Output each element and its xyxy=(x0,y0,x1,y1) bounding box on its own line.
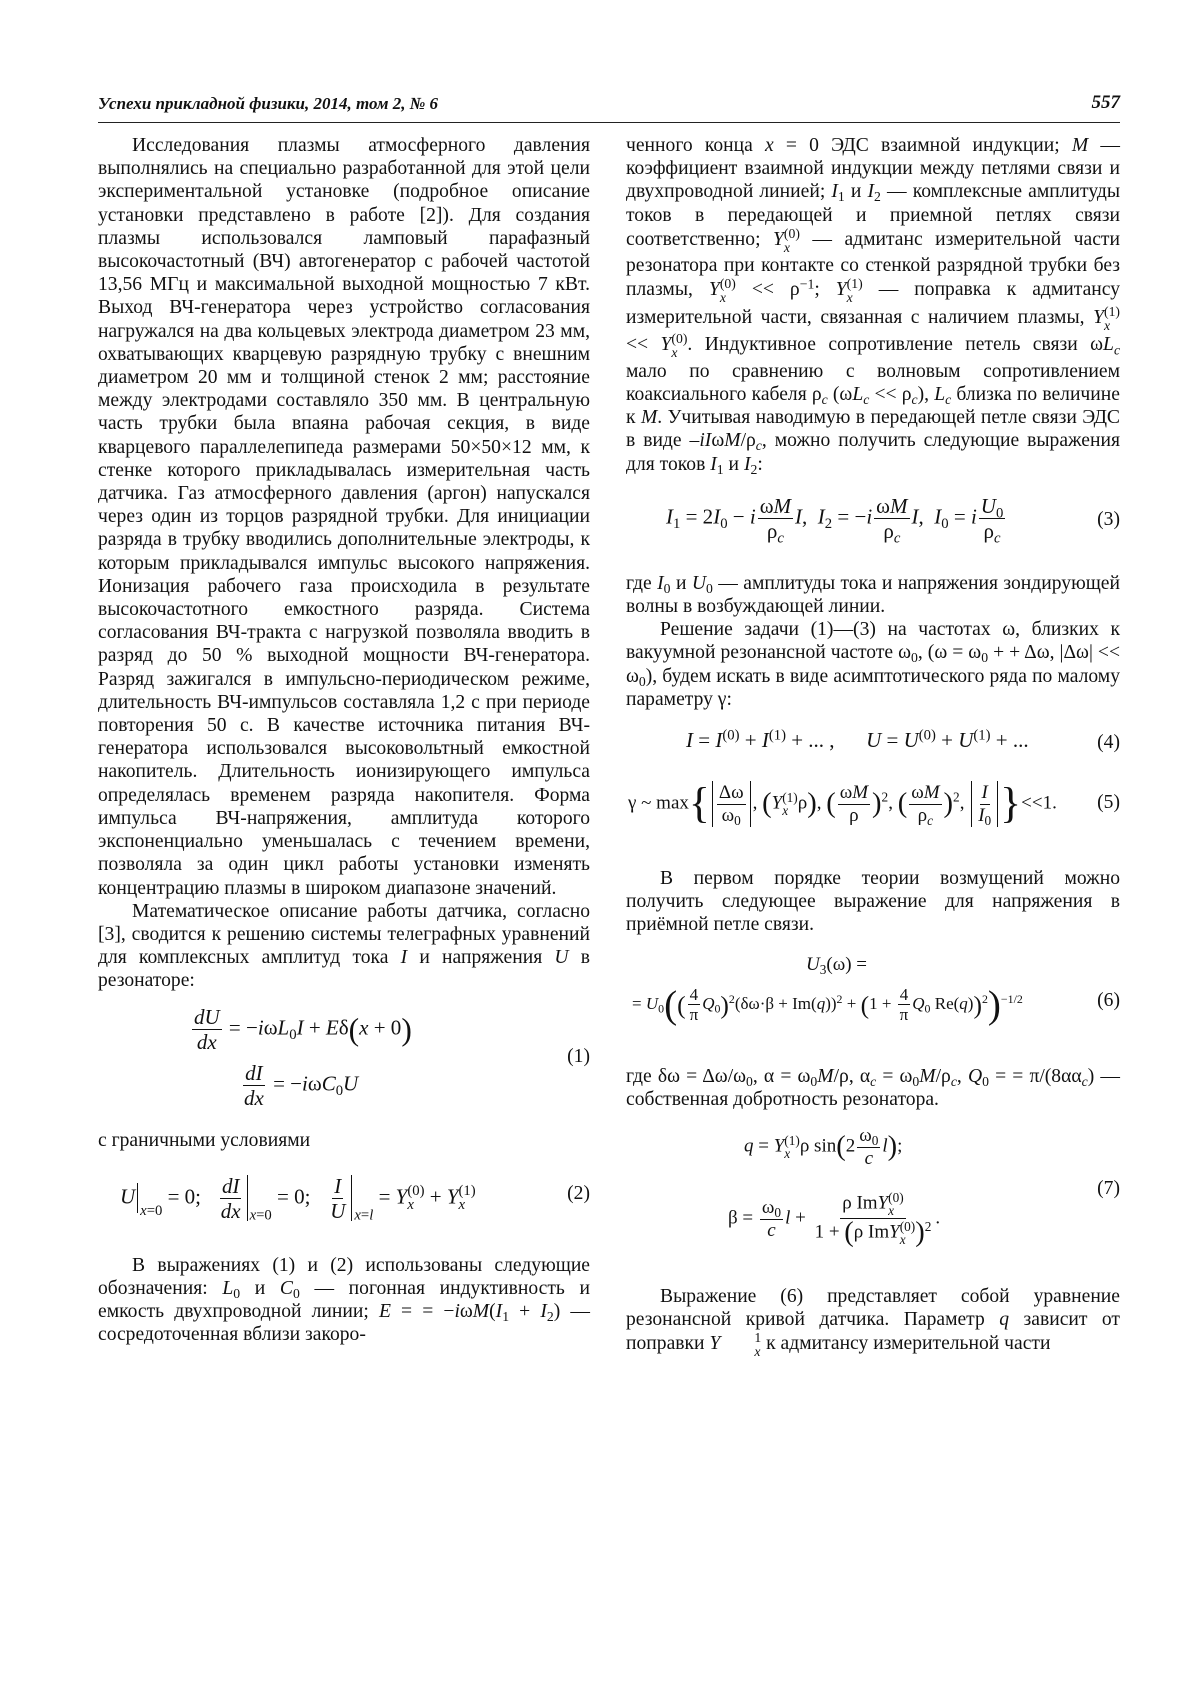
equation-7-number: (7) xyxy=(1097,1178,1120,1200)
equation-3: $I_1 = 2I_0 - i$ $\frac{\omega M}{\rho_c}$ I, $I_2 = -i$ $\frac{\omega M}{\rho_c}$ I, $I_0 = i$ $\frac{U_0}{\rho_c}$ (3) xyxy=(666,493,1120,547)
equation-6-number: (6) xyxy=(1097,989,1120,1011)
page-number: 557 xyxy=(1091,92,1120,113)
equation-4: $I = I^{(0)} + I^{(1)}$ + ... , $U = U^{(0)} + U^{(1)}$ + ... (4) xyxy=(686,727,1120,753)
equation-5-number: (5) xyxy=(1097,792,1120,813)
equation-7: q = Y (1) x ρ sin(2 $\frac{\omega_0}{c}$ l); β = $\frac{\omega_0}{c}$ l + ρ ImY (0) x 1 + (ρ ImY (0) x )$^2$ . (7) xyxy=(728,1125,1120,1248)
paragraph-math-description: Математическое описание работы датчика, согласно [3], сводится к решению системы телеграфных уравнений для комплексных амплитуд тока I и напряжения U в резонаторе: xyxy=(98,900,591,992)
boundary-conditions-text: с граничными условиями xyxy=(98,1129,311,1151)
left-column xyxy=(98,134,590,1347)
equation-6: $U_3(\omega)$ = = $U_0$(( $\frac{4}{\pi}$ $Q_0)^2(\delta\omega\cdot\beta + Im(q))^2 + (1$ + $\frac{4}{\pi}$ $Q_0$ Re(q))$^2$)$^{-1/2}$ (6) xyxy=(632,953,1120,1027)
paragraph-notation: В выражениях (1) и (2) использованы следующие обозначения: $L_0$ и $C_0$ — погонная индуктивность и емкость двухпроводной линии; E = = $-i\omega M(I_1 + I_2)$ — сосредоточенная вблизи закоро- xyxy=(98,1254,590,1346)
equation-4-number: (4) xyxy=(1097,732,1120,753)
paragraph-definitions: где $\delta\omega = \Delta\omega/\omega_0$, $\alpha = \omega_0M/\rho$, $\alpha_c = \omega_0M/\rho_c$, $Q_0$ = = $\pi/(8\alpha\alpha_c)$ — собственная добротность резонатора. xyxy=(626,1065,1120,1110)
right-column xyxy=(626,134,1120,1359)
equation-3-number: (3) xyxy=(1097,508,1120,530)
paragraph-resonance-curve: Выражение (6) представляет собой уравнение резонансной кривой датчика. Параметр q зависит от поправки Y 1 x к адмитансу измерительной части xyxy=(626,1286,1120,1360)
paragraph-asymptotic: Решение задачи (1)—(3) на частотах ω, близких к вакуумной резонансной частоте $\omega_0$, ($\omega = \omega_0$ + + Δω, $|\Delta\omega| << \omega_0$), будем искать в виде асимптотического ряда по малому параметру γ: xyxy=(626,619,1120,710)
paragraph-notation-continued: ченного конца x = 0 ЭДС взаимной индукции; M — коэффициент взаимной индукции между петлями связи и двухпроводной линией; $I_1$ и $I_2$ — комплексные амплитуды токов в передающей и приемной петлях связи соответственно; Y (0) x — адмитанс измерительной части резонатора при контакте со стенкой разрядной трубки без плазмы, Y (0) x << $\rho^{-1}$; Y (1) x — поправка к адмитансу измерительной части, связанная с наличием плазмы, Y (1) x << Y (0) x . Индуктивное сопротивление петель связи $\omega L_c$ мало по сравнению с волновым сопротивлением коаксиального кабеля $\rho_c$ $(\omega L_c << \rho_c)$, $L_c$ близка по величине к M. Учитывая наводимую в передающей петле связи ЭДС в виде $-iI\omega M/\rho_c$, можно получить следующие выражения для токов $I_1$ и $I_2$: xyxy=(626,135,1121,477)
equation-1: $\frac{dU}{dx}$ = −iωL$_0$I + Eδ(x + 0) $\frac{dI}{dx}$ = −iωC$_0$U (1) xyxy=(194,1004,590,1110)
journal-title: Успехи прикладной физики, 2014, том 2, № 6 xyxy=(98,94,439,113)
page-header xyxy=(98,90,1120,123)
paragraph-probe-wave: где $I_0$ и $U_0$ — амплитуды тока и напряжения зондирующей волны в возбуждающей линии. xyxy=(626,572,1120,617)
equation-2: $U_{x=0} = 0$; $\frac{dI}{dx}$ $_{x=0}$ = 0; $\frac{I}{U}$ $_{x=l}$ = Y (0) x + Y (1) x (2) xyxy=(120,1173,590,1224)
equation-1-number: (1) xyxy=(567,1045,590,1067)
paragraph-setup: Исследования плазмы атмосферного давления выполнялись на специально разработанной для этой цели экспериментальной установке (подробное описание установки представлено в работе [2]). Для создания плазмы использовался ламповый парафазный высокочастотный (ВЧ) автогенератор с рабочей частотой 13,56 МГц и максимальной выходной мощностью 7 кВт. Выход ВЧ-генератора через устройство согласования нагружался на два кольцевых электрода диаметром 23 мм, охватывающих кварцевую разрядную трубку с внешним диаметром 20 мм и толщиной стенок 2 мм; расстояние между электродами составляло 350 мм. В центральную часть трубки была впаяна рабочая секция, в виде кварцевого параллелепипеда размерами 50×50×12 мм, к стенке которого прикладывалась измерительная часть датчика. Газ атмосферного давления (аргон) напускался через один из торцов разрядной трубки. Для инициации разряда в трубку вводились дополнительные электроды, к которым прикладывался импульс высокого напряжения. Ионизация рабочего газа происходила в результате высокочастотного емкостного разряда. Система согласования ВЧ-тракта с нагрузкой позволяла вводить в разряд до 50 % выходной мощности ВЧ-генератора. Разряд зажигался в импульсно-периодическом режиме, длительность ВЧ-импульсов составляла 1,2 с при периоде повторения 50 с. В качестве источника питания ВЧ-генератора использовался высоковольтный емкостной накопитель. Длительность ионизирующего импульса определялась временем разряда накопителя. Форма импульса ВЧ-напряжения, амплитуда которого экспоненциально уменьшалась с течением времени, позволяла за один цикл работы установки изменять концентрацию плазмы в широком диапазоне значений. xyxy=(98,135,590,899)
paragraph-perturbation: В первом порядке теории возмущений можно получить следующее выражение для напряжения в приёмной петле связи. xyxy=(626,868,1120,936)
equation-5: γ ~ max{ $\frac{\Delta\omega}{\omega_0}$ , (Y (1) x ρ), ( $\frac{\omega M}{\rho}$ )$^2$, ( $\frac{\omega M}{\rho_c}$ )$^2$, $\frac{I}{I_0}$ }<<1. (5) xyxy=(628,779,1120,828)
equation-2-number: (2) xyxy=(567,1182,590,1204)
